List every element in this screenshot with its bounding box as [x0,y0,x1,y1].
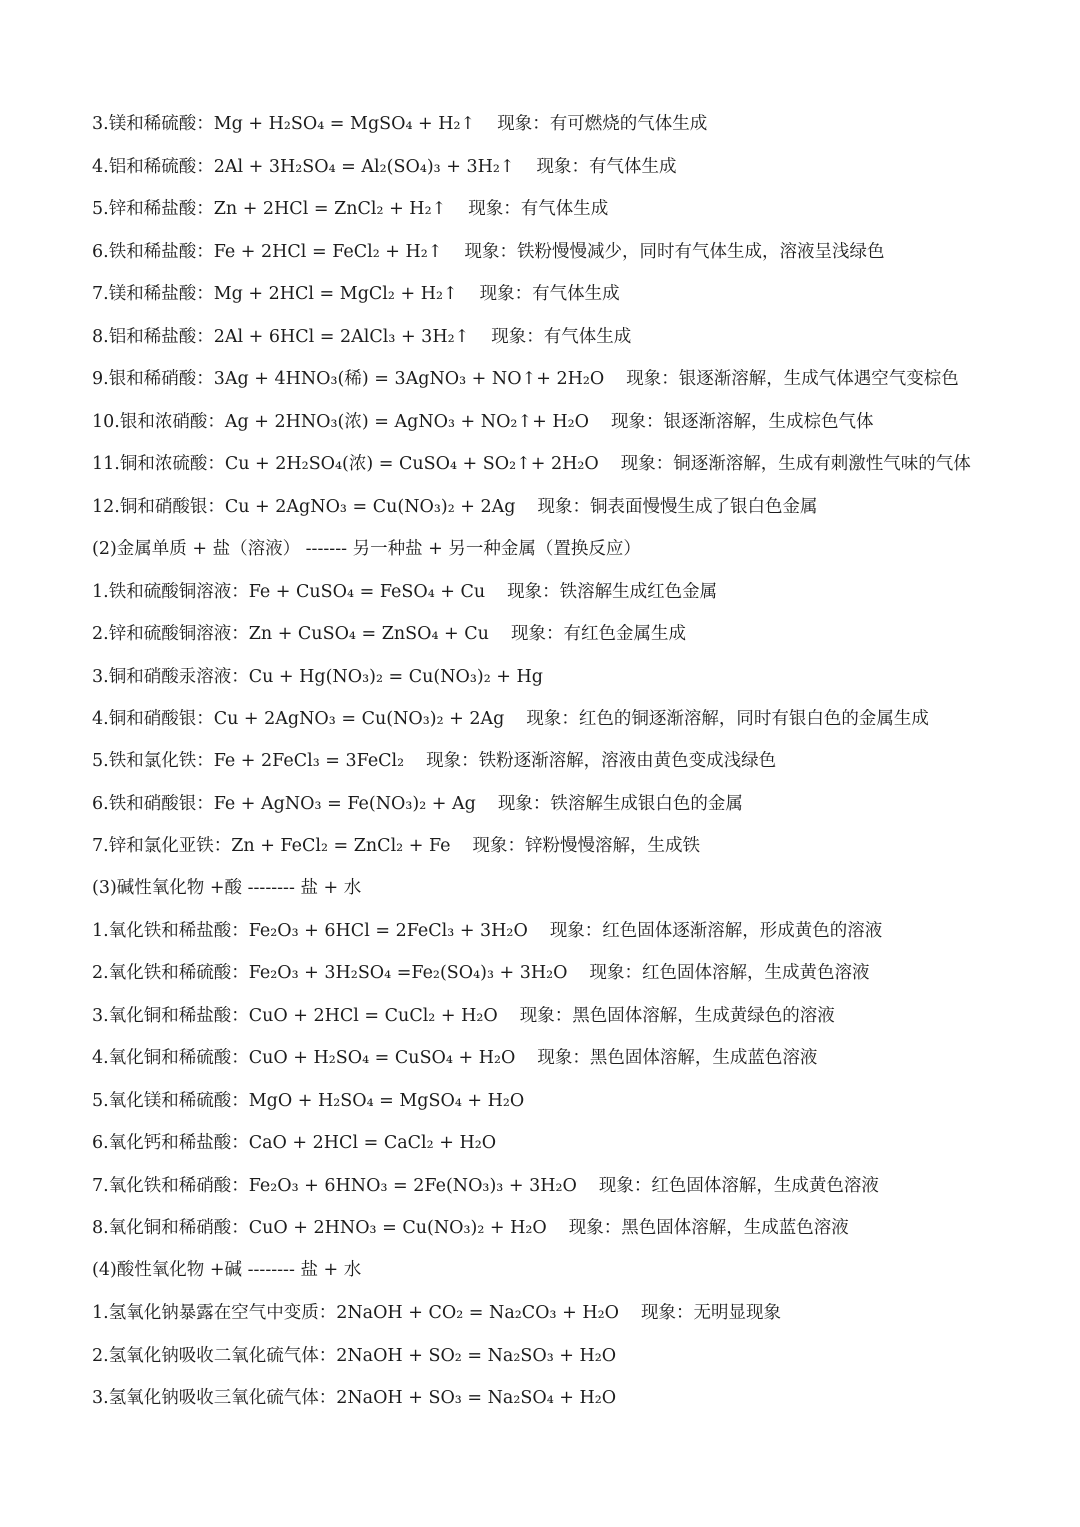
phenomenon-text: 现象：有可燃烧的气体生成 [497,114,708,134]
text-line [92,1216,849,1240]
text-line [92,282,620,306]
phenomenon-text: 现象：有气体生成 [536,157,677,177]
phenomenon-text: 现象：铁粉逐渐溶解，溶液由黄色变成浅绿色 [426,751,777,771]
phenomenon-text: 现象：有气体生成 [479,284,620,304]
equation-text: 5.锌和稀盐酸：Zn + 2HCl = ZnCl₂ + H₂↑ [92,199,447,219]
equation-text: 12.铜和硝酸银：Cu + 2AgNO₃ = Cu(NO₃)₂ + 2Ag [92,497,516,517]
text-line [92,367,959,391]
phenomenon-text: 现象：有红色金属生成 [510,624,686,644]
equation-text: 3.氧化铜和稀盐酸：CuO + 2HCl = CuCl₂ + H₂O [92,1006,498,1026]
phenomenon-text: 现象：铁溶解生成红色金属 [507,582,718,602]
equation-text: 8.氧化铜和稀硝酸：CuO + 2HNO₃ = Cu(NO₃)₂ + H₂O [92,1218,547,1238]
equation-text: 2.氧化铁和稀硫酸：Fe₂O₃ + 3H₂SO₄ =Fe₂(SO₄)₃ + 3H₂O [92,963,568,983]
phenomenon-text: 现象：红色的铜逐渐溶解，同时有银白色的金属生成 [526,709,929,729]
text-line [92,919,882,943]
equation-text: 7.氧化铁和稀硝酸：Fe₂O₃ + 6HNO₃ = 2Fe(NO₃)₃ + 3H₂O [92,1176,577,1196]
equation-text: 9.银和稀硝酸：3Ag + 4HNO₃(稀) = 3AgNO₃ + NO↑+ 2H₂O [92,369,605,389]
text-line [92,707,929,731]
text-line [92,112,707,136]
text-line [92,197,608,221]
section-heading [92,537,641,561]
equation-text: 2.锌和硫酸铜溶液：Zn + CuSO₄ = ZnSO₄ + Cu [92,624,489,644]
equation-text: 3.镁和稀硫酸：Mg + H₂SO₄ = MgSO₄ + H₂↑ [92,114,476,134]
phenomenon-text: 现象：黑色固体溶解，生成蓝色溶液 [568,1218,849,1238]
text-line [92,961,870,985]
equation-text: 1.铁和硫酸铜溶液：Fe + CuSO₄ = FeSO₄ + Cu [92,582,486,602]
heading-text: (4)酸性氧化物 +碱 -------- 盐 + 水 [92,1260,362,1280]
phenomenon-text: 现象：铜逐渐溶解，生成有刺激性气味的气体 [620,454,971,474]
equation-text: 8.铝和稀盐酸：2Al + 6HCl = 2AlCl₃ + 3H₂↑ [92,327,470,347]
text-line [92,1344,616,1368]
heading-text: (2)金属单质 + 盐（溶液） ------- 另一种盐 + 另一种金属（置换反应） [92,539,641,559]
phenomenon-text: 现象：银逐渐溶解，生成棕色气体 [610,412,874,432]
text-line [92,410,873,434]
equation-text: 1.氢氧化钠暴露在空气中变质：2NaOH + CO₂ = Na₂CO₃ + H₂O [92,1303,619,1323]
phenomenon-text: 现象：黑色固体溶解，生成蓝色溶液 [537,1048,818,1068]
equation-text: 4.铜和硝酸银：Cu + 2AgNO₃ = Cu(NO₃)₂ + 2Ag [92,709,505,729]
text-line [92,1089,524,1113]
text-line [92,452,971,476]
text-line [92,325,631,349]
phenomenon-text: 现象：铜表面慢慢生成了银白色金属 [537,497,818,517]
phenomenon-text: 现象：无明显现象 [640,1303,781,1323]
equation-text: 7.锌和氯化亚铁：Zn + FeCl₂ = ZnCl₂ + Fe [92,836,451,856]
phenomenon-text: 现象：红色固体溶解，生成黄色溶液 [589,963,870,983]
phenomenon-text: 现象：红色固体溶解，生成黄色溶液 [598,1176,879,1196]
equation-text: 4.氧化铜和稀硫酸：CuO + H₂SO₄ = CuSO₄ + H₂O [92,1048,516,1068]
phenomenon-text: 现象：铁溶解生成银白色的金属 [497,794,743,814]
phenomenon-text: 现象：铁粉慢慢减少，同时有气体生成，溶液呈浅绿色 [464,242,885,262]
phenomenon-text: 现象：银逐渐溶解，生成气体遇空气变棕色 [626,369,959,389]
equation-text: 4.铝和稀硫酸：2Al + 3H₂SO₄ = Al₂(SO₄)₃ + 3H₂↑ [92,157,515,177]
text-line [92,1004,835,1028]
text-line [92,495,818,519]
text-line [92,1301,781,1325]
equation-text: 6.铁和稀盐酸：Fe + 2HCl = FeCl₂ + H₂↑ [92,242,443,262]
equation-text: 6.氧化钙和稀盐酸：CaO + 2HCl = CaCl₂ + H₂O [92,1133,497,1153]
text-line [92,749,776,773]
text-line [92,622,686,646]
heading-text: (3)碱性氧化物 +酸 -------- 盐 + 水 [92,878,362,898]
equation-text: 6.铁和硝酸银：Fe + AgNO₃ = Fe(NO₃)₂ + Ag [92,794,476,814]
text-line [92,580,717,604]
text-line [92,240,884,264]
text-line [92,792,743,816]
equation-text: 5.铁和氯化铁：Fe + 2FeCl₃ = 3FeCl₂ [92,751,405,771]
text-line [92,155,677,179]
phenomenon-text: 现象：有气体生成 [468,199,609,219]
phenomenon-text: 现象：有气体生成 [491,327,632,347]
equation-text: 11.铜和浓硫酸：Cu + 2H₂SO₄(浓) = CuSO₄ + SO₂↑+ 2H₂O [92,454,599,474]
equation-text: 2.氢氧化钠吸收二氧化硫气体：2NaOH + SO₂ = Na₂SO₃ + H₂O [92,1346,617,1366]
text-line [92,1046,817,1070]
equation-text: 1.氧化铁和稀盐酸：Fe₂O₃ + 6HCl = 2FeCl₃ + 3H₂O [92,921,528,941]
equation-text: 3.氢氧化钠吸收三氧化硫气体：2NaOH + SO₃ = Na₂SO₄ + H₂O [92,1388,617,1408]
text-line [92,1386,616,1410]
phenomenon-text: 现象：红色固体逐渐溶解，形成黄色的溶液 [549,921,883,941]
text-line [92,1174,879,1198]
text-line [92,834,700,858]
equation-text: 7.镁和稀盐酸：Mg + 2HCl = MgCl₂ + H₂↑ [92,284,458,304]
text-line [92,1131,496,1155]
phenomenon-text: 现象：锌粉慢慢溶解，生成铁 [472,836,701,856]
equation-text: 5.氧化镁和稀硫酸：MgO + H₂SO₄ = MgSO₄ + H₂O [92,1091,525,1111]
phenomenon-text: 现象：黑色固体溶解，生成黄绿色的溶液 [519,1006,835,1026]
section-heading [92,1258,361,1282]
equation-text: 10.银和浓硝酸：Ag + 2HNO₃(浓) = AgNO₃ + NO₂↑+ H₂O [92,412,589,432]
section-heading [92,876,361,900]
text-line [92,665,543,689]
equation-text: 3.铜和硝酸汞溶液：Cu + Hg(NO₃)₂ = Cu(NO₃)₂ + Hg [92,667,544,687]
